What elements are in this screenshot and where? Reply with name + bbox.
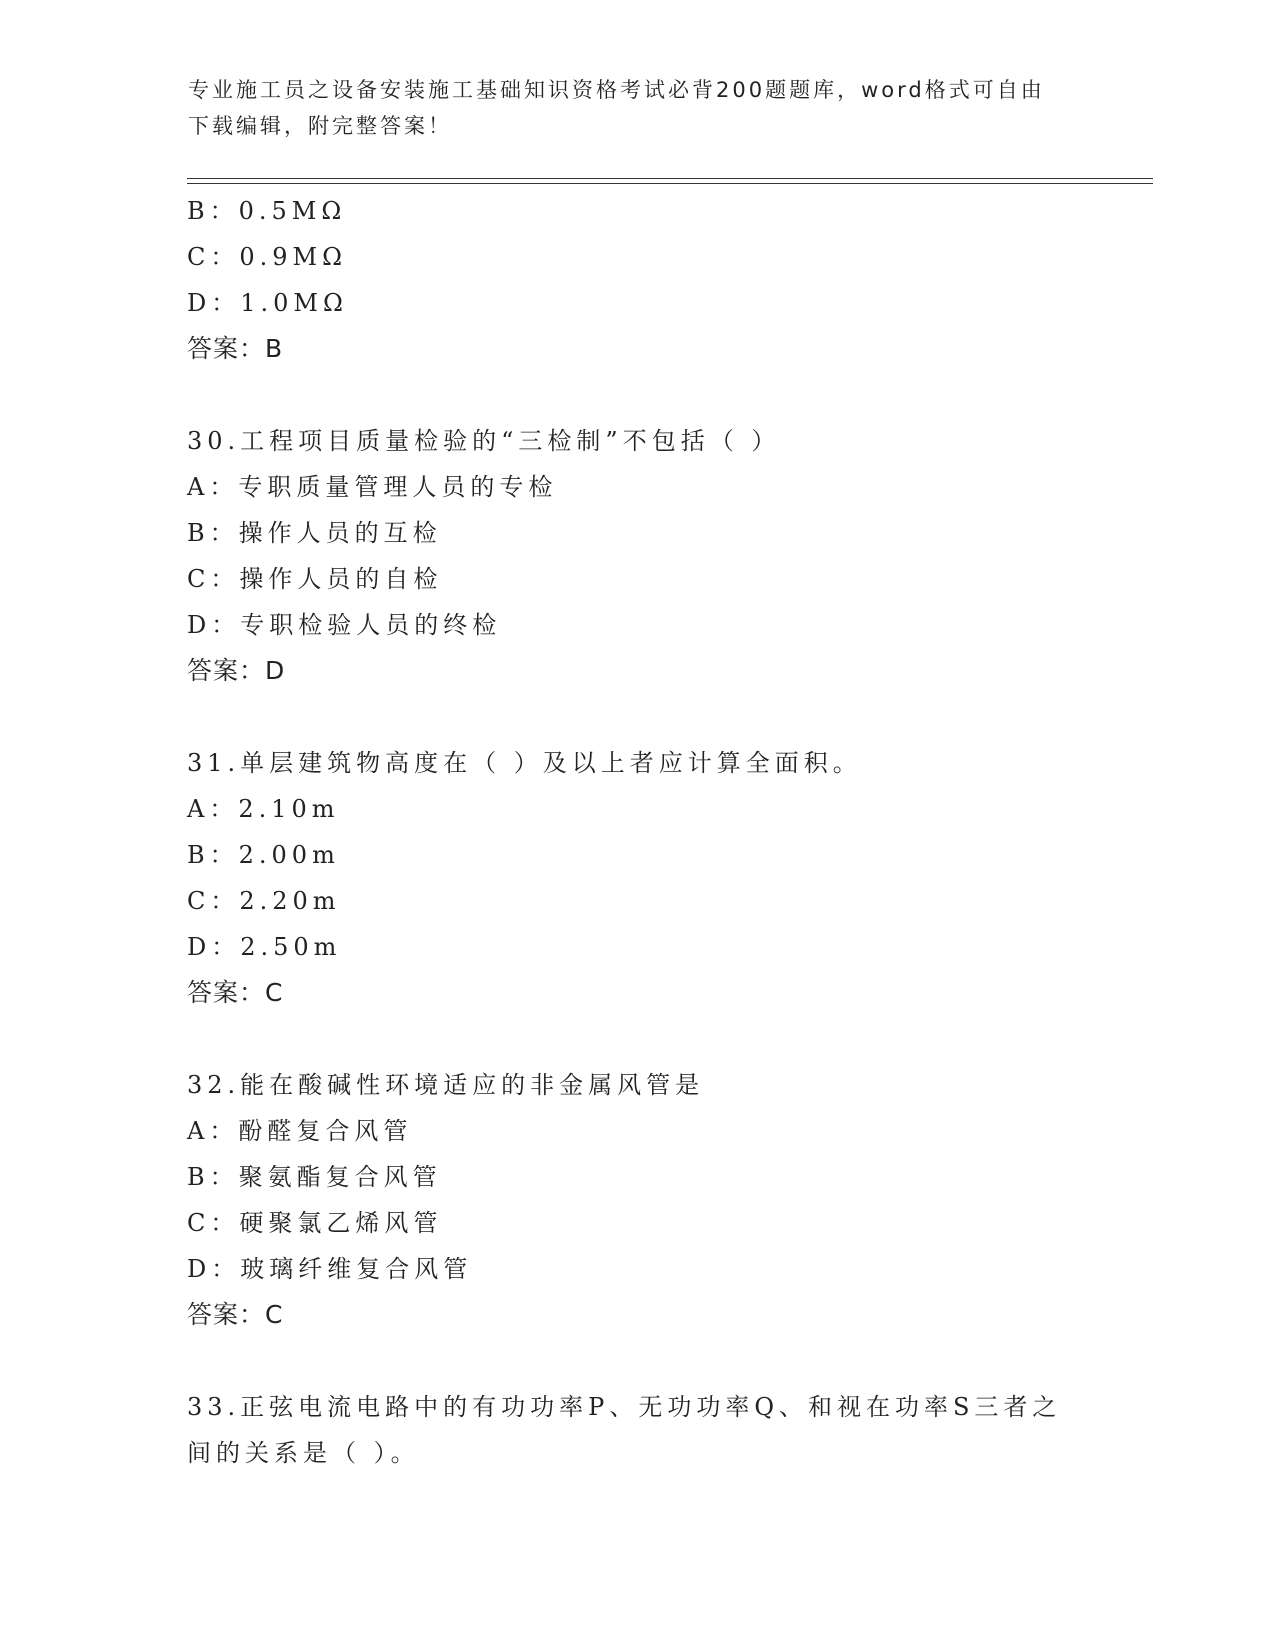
option-d: D：专职检验人员的终检: [187, 611, 502, 639]
question-stem: 33.正弦电流电路中的有功功率P、无功功率Q、和视在功率S三者之间的关系是（ ）。: [187, 1393, 1062, 1467]
question-block-32: [187, 1062, 1087, 1338]
question-list: [187, 188, 1087, 1476]
option-b: B：操作人员的互检: [187, 519, 442, 547]
question-stem: 31.单层建筑物高度在（ ）及以上者应计算全面积。: [187, 749, 862, 777]
header-divider: [187, 178, 1153, 184]
answer-line: 答案：B: [187, 334, 284, 363]
option-c: C：2.20m: [187, 887, 341, 915]
answer-line: 答案：C: [187, 1300, 284, 1329]
option-b: B：聚氨酯复合风管: [187, 1163, 442, 1191]
option-c: C：硬聚氯乙烯风管: [187, 1209, 443, 1237]
option-d: D：玻璃纤维复合风管: [187, 1255, 473, 1283]
question-block-31: [187, 740, 1087, 1016]
question-stem: 30.工程项目质量检验的“三检制”不包括（ ）: [187, 427, 781, 455]
question-block-30: [187, 418, 1087, 694]
option-c: C：0.9MΩ: [187, 243, 348, 271]
answer-line: 答案：D: [187, 656, 286, 685]
option-d: D：2.50m: [187, 933, 342, 961]
option-b: B：2.00m: [187, 841, 340, 869]
question-block-33: [187, 1384, 1087, 1476]
question-block-prev: [187, 188, 1087, 372]
question-stem: 32.能在酸碱性环境适应的非金属风管是: [187, 1071, 705, 1099]
option-d: D：1.0MΩ: [187, 289, 348, 317]
option-b: B：0.5MΩ: [187, 197, 347, 225]
option-a: A：2.10m: [187, 795, 340, 823]
option-c: C：操作人员的自检: [187, 565, 443, 593]
document-header: 专业施工员之设备安装施工基础知识资格考试必背200题题库，word格式可自由下载编辑，附完整答案！: [188, 78, 1045, 138]
option-a: A：专职质量管理人员的专检: [187, 473, 558, 501]
option-a: A：酚醛复合风管: [187, 1117, 413, 1145]
answer-line: 答案：C: [187, 978, 284, 1007]
